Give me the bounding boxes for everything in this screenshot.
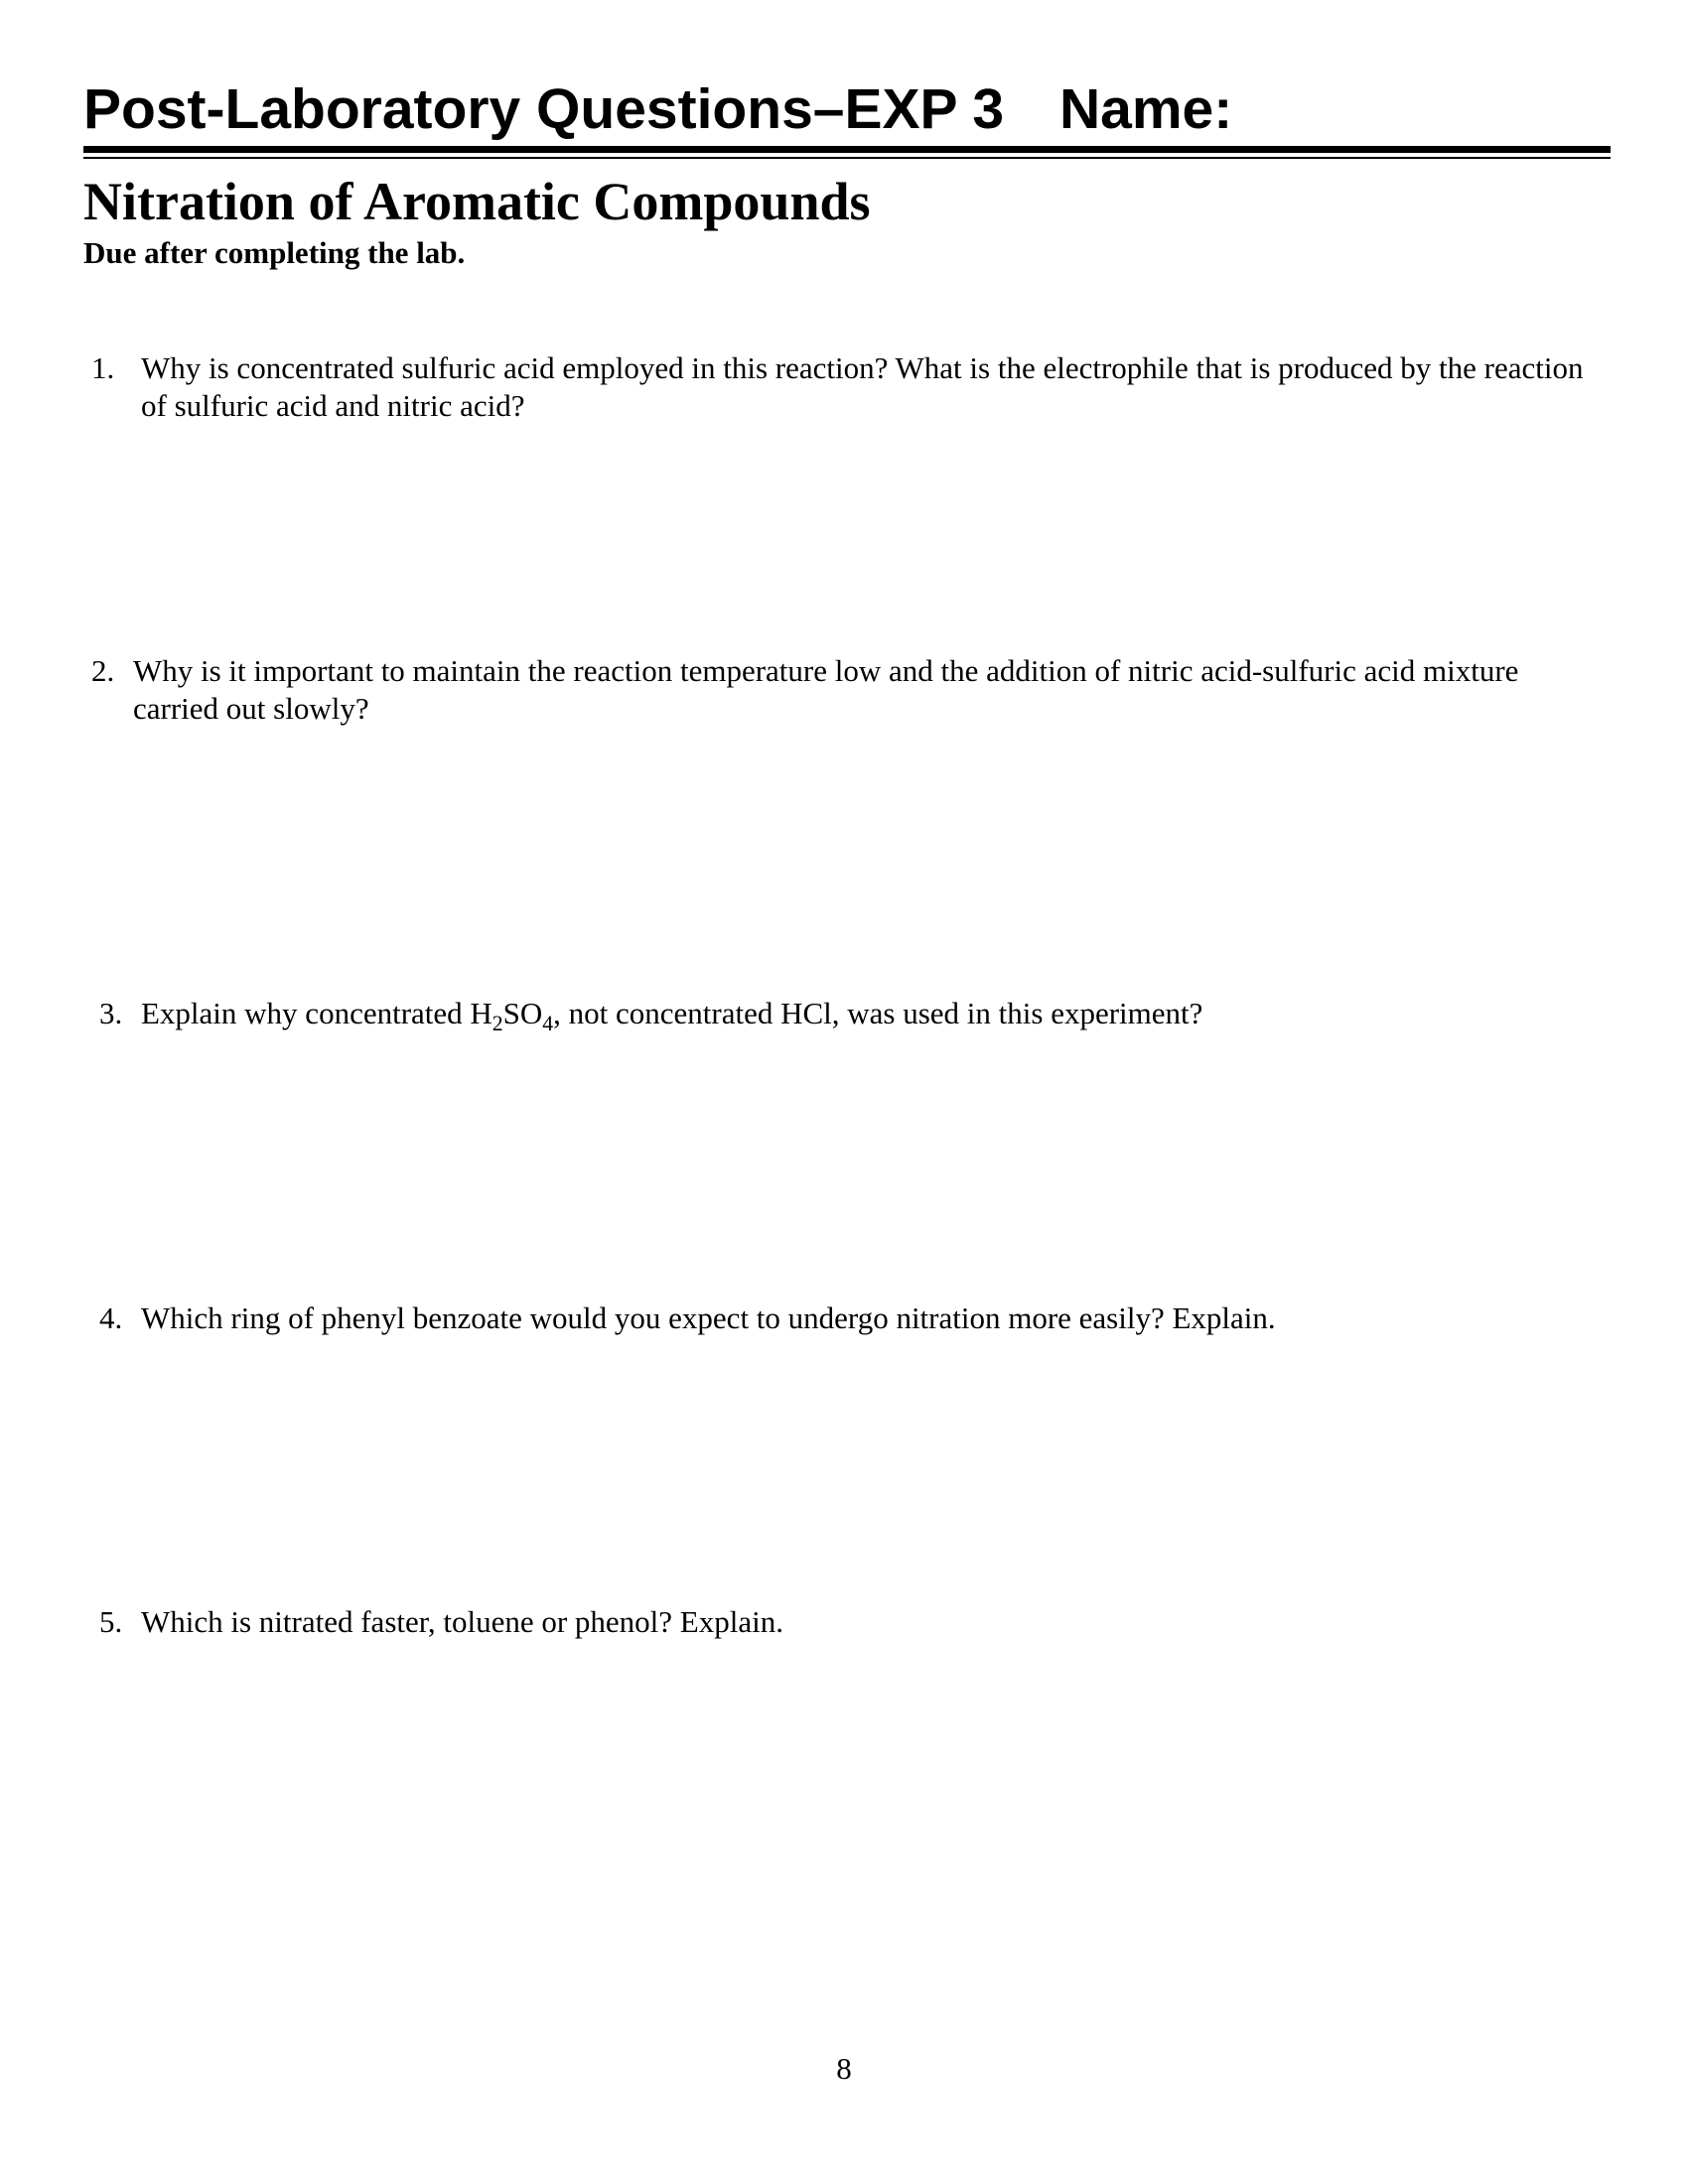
- question-text-part: SO: [502, 996, 543, 1030]
- question-number: 4.: [99, 1300, 123, 1335]
- question-text: Why is it important to maintain the reaction temperature low and the addition of nitric acid-sulfuric acid mixture carried out slowly?: [133, 653, 1519, 726]
- page-number: 8: [836, 2051, 852, 2086]
- question-number: 3.: [99, 996, 123, 1030]
- question-1: [91, 349, 1611, 425]
- question-text: Which ring of phenyl benzoate would you expect to undergo nitration more easily? Explain.: [141, 1300, 1276, 1335]
- question-number: 5.: [99, 1604, 123, 1639]
- name-label: Name:: [1059, 77, 1233, 141]
- question-2: [91, 652, 1611, 728]
- due-note: Due after completing the lab.: [83, 235, 466, 270]
- question-text: Why is concentrated sulfuric acid employed in this reaction? What is the electrophile that is produced by the reaction of sulfuric acid and nitric acid?: [141, 350, 1584, 423]
- question-4: [99, 1299, 1609, 1337]
- header-rule-thin: [83, 157, 1611, 159]
- question-3: [99, 995, 1609, 1036]
- subscript: 4: [542, 1012, 554, 1036]
- subtitle: Nitration of Aromatic Compounds: [83, 172, 871, 231]
- subscript: 2: [492, 1012, 503, 1036]
- question-text: [99, 995, 1609, 1036]
- question-text-part: Explain why concentrated H: [141, 996, 492, 1030]
- question-text-part: , not concentrated HCl, was used in this experiment?: [553, 996, 1203, 1030]
- question-number: 1.: [91, 350, 115, 385]
- question-text: Which is nitrated faster, toluene or phenol? Explain.: [141, 1604, 783, 1639]
- question-5: [99, 1603, 1609, 1641]
- page-title: Post-Laboratory Questions–EXP 3: [83, 77, 1005, 141]
- header-rule-thick: [83, 146, 1611, 153]
- question-number: 2.: [91, 653, 115, 688]
